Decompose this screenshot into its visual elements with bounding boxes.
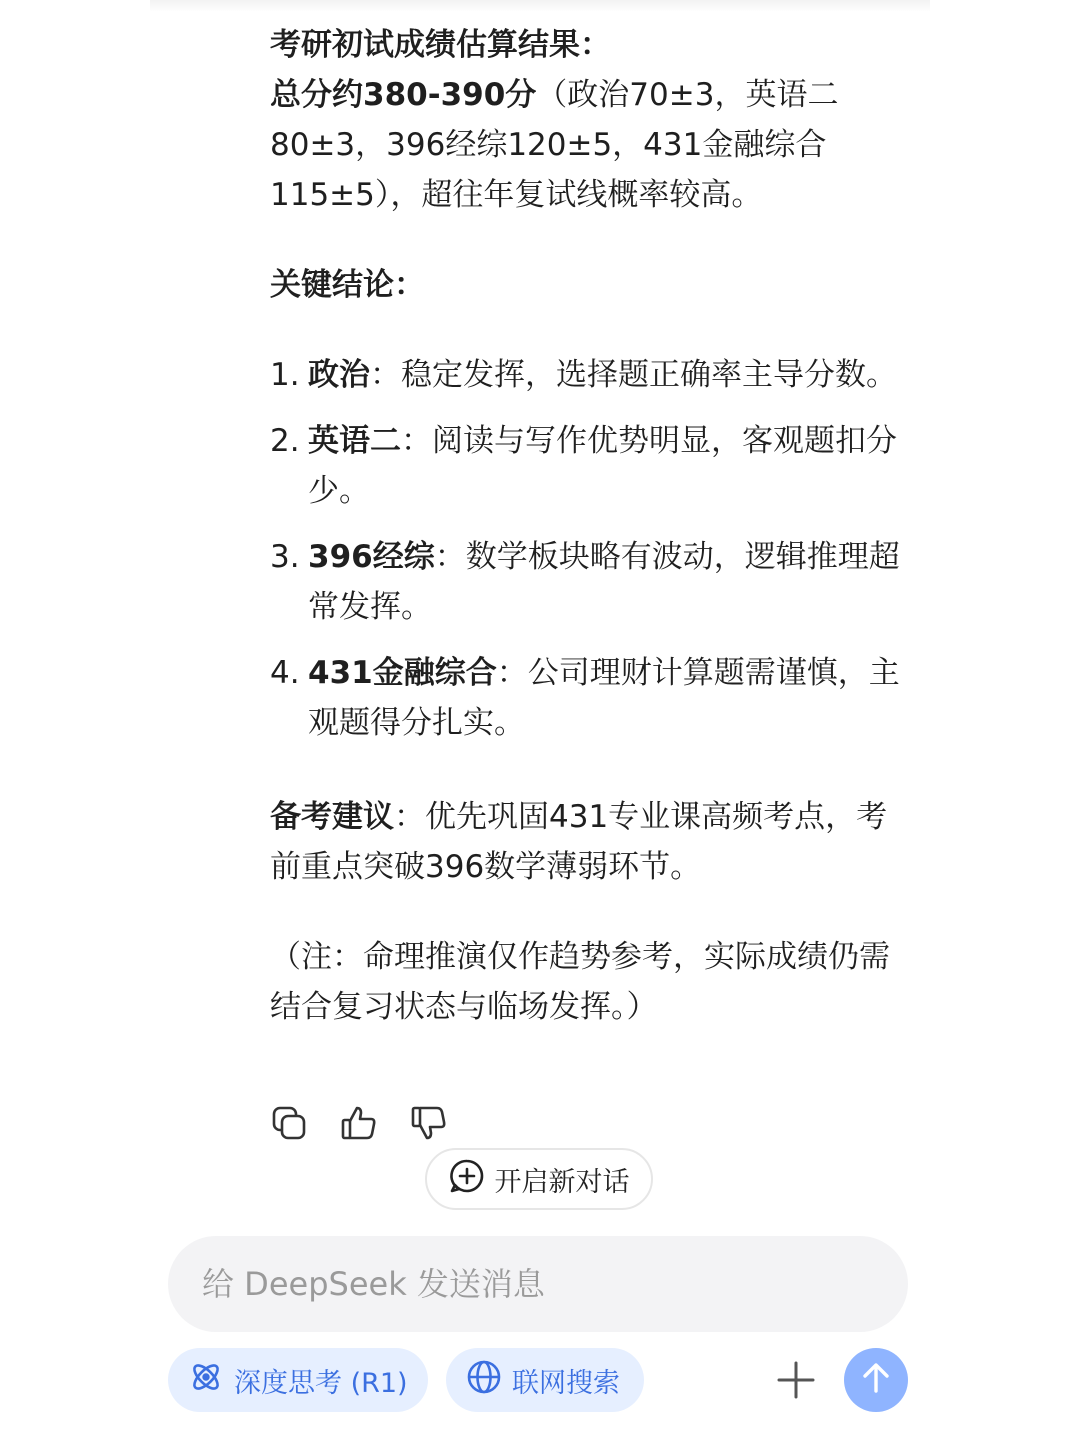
subject-label: 431金融综合 [308,655,497,691]
list-item-body [308,350,910,400]
list-item [270,532,910,632]
subject-text: ：公司理财计算题需谨慎，主观题得分扎实。 [308,655,900,741]
conclusion-list [270,350,910,748]
globe-icon [466,1359,502,1402]
total-score-paragraph [270,70,910,220]
chat-plus-icon [449,1158,485,1201]
assistant-message [270,20,910,1032]
attach-plus-icon[interactable] [772,1356,820,1404]
result-heading: 考研初试成绩估算结果： [270,27,611,63]
arrow-up-icon [858,1360,894,1400]
thumbs-up-icon[interactable] [340,1104,378,1142]
list-number: 2. [270,423,300,459]
new-chat-button[interactable] [425,1148,653,1210]
send-button[interactable] [844,1348,908,1412]
advice-text: ：优先巩固431专业课高频考点，考前重点突破396数学薄弱环节。 [270,799,888,885]
score-breakdown: （政治70±3，英语二80±3，396经综120±5，431金融综合115±5），超往年复试线概率较高。 [270,77,839,213]
message-composer [168,1236,908,1332]
web-search-button[interactable] [446,1348,644,1412]
deep-think-label: 深度思考 (R1) [234,1367,408,1399]
subject-label: 396经综 [308,539,435,575]
message-actions [270,1104,448,1142]
web-search-label: 联网搜索 [512,1367,620,1399]
list-item [270,648,910,748]
subject-text: ：阅读与写作优势明显，客观题扣分少。 [308,423,897,509]
list-item-body [308,532,910,632]
subject-label: 英语二 [308,423,401,459]
subject-text: ：稳定发挥，选择题正确率主导分数。 [370,357,897,393]
list-item-body [308,416,910,516]
advice-label: 备考建议 [270,799,394,835]
list-item-body [308,648,910,748]
message-input[interactable] [202,1265,908,1303]
subject-text: ：数学板块略有波动，逻辑推理超常发挥。 [308,539,900,625]
list-item [270,416,910,516]
new-chat-label: 开启新对话 [494,1166,630,1198]
copy-icon[interactable] [270,1104,308,1142]
list-number: 3. [270,539,300,575]
scroll-fade [150,0,930,12]
list-number: 1. [270,357,300,393]
list-number: 4. [270,655,300,691]
list-item [270,350,910,400]
advice-paragraph [270,792,910,892]
total-score: 总分约380-390分 [270,77,537,113]
subject-label: 政治 [308,357,370,393]
thumbs-down-icon[interactable] [410,1104,448,1142]
disclaimer-note: （注：命理推演仅作趋势参考，实际成绩仍需结合复习状态与临场发挥。） [270,939,890,1025]
deep-think-button[interactable] [168,1348,428,1412]
conclusion-heading: 关键结论： [270,267,425,303]
atom-icon [188,1359,224,1402]
